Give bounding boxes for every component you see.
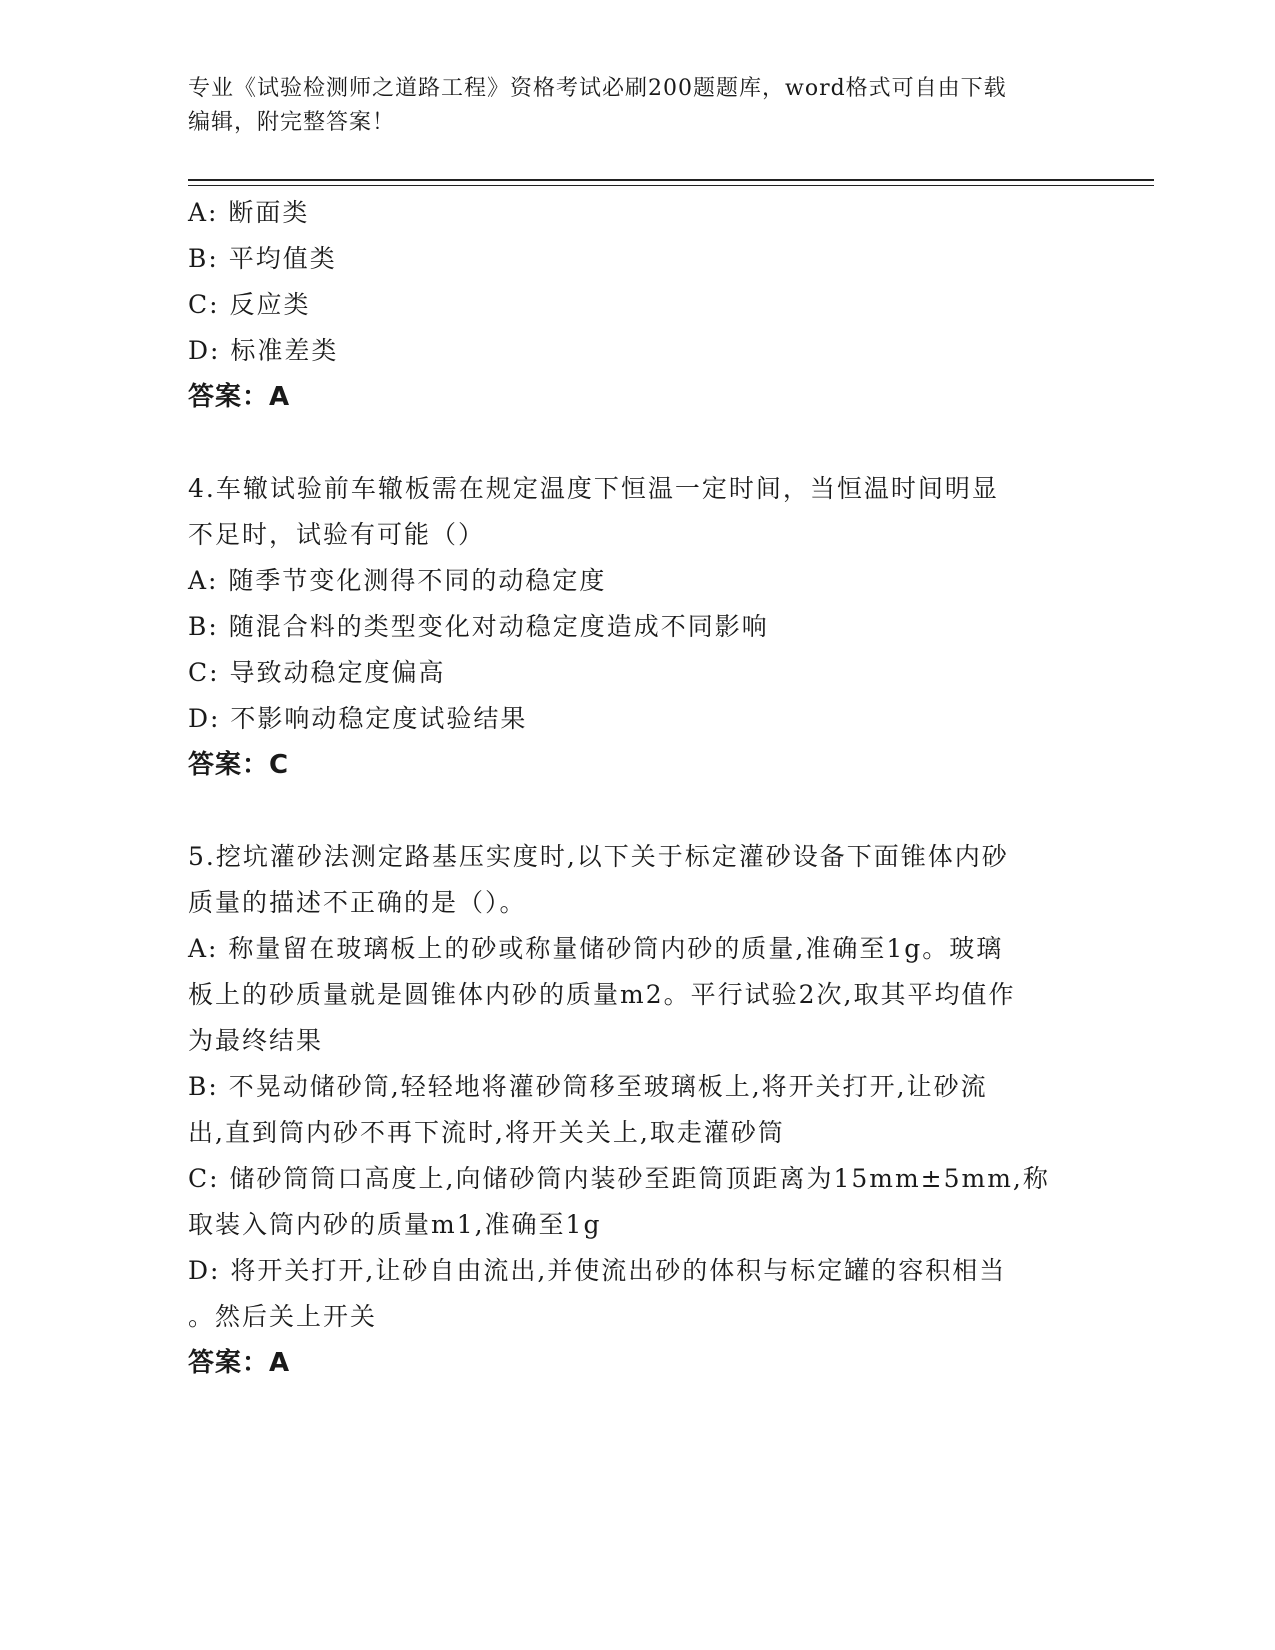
- header-line-1: 专业《试验检测师之道路工程》资格考试必刷200题题库，word格式可自由下载: [188, 76, 1007, 101]
- header-line-2: 编辑，附完整答案！: [188, 110, 396, 135]
- option-c: C: 反应类: [188, 290, 311, 319]
- option-b-line-2: 出,直到筒内砂不再下流时,将开关关上,取走灌砂筒: [188, 1118, 785, 1147]
- spacer: [188, 420, 1088, 466]
- spacer: [188, 788, 1088, 834]
- question-stem-line-2: 不足时，试验有可能（）: [188, 520, 486, 549]
- option-a: A: 随季节变化测得不同的动稳定度: [188, 566, 607, 595]
- question-stem-line-1: 4.车辙试验前车辙板需在规定温度下恒温一定时间，当恒温时间明显: [188, 474, 999, 503]
- option-a-line-3: 为最终结果: [188, 1026, 324, 1055]
- option-a-line-2: 板上的砂质量就是圆锥体内砂的质量m2。平行试验2次,取其平均值作: [188, 980, 1016, 1009]
- option-d: D: 标准差类: [188, 336, 339, 365]
- question-3: [188, 190, 1088, 420]
- header-divider-thin: [188, 185, 1154, 186]
- document-header: [188, 72, 1088, 140]
- answer-label: 答案：C: [188, 750, 290, 780]
- option-c-line-1: C: 储砂筒筒口高度上,向储砂筒内装砂至距筒顶距离为15mm±5mm,称: [188, 1164, 1050, 1193]
- question-list: [188, 190, 1088, 1386]
- option-a-line-1: A: 称量留在玻璃板上的砂或称量储砂筒内砂的质量,准确至1g。玻璃: [188, 934, 1004, 963]
- question-stem-line-2: 质量的描述不正确的是（）。: [188, 888, 527, 917]
- option-c-line-2: 取装入筒内砂的质量m1,准确至1g: [188, 1210, 602, 1239]
- answer-label: 答案：A: [188, 382, 291, 412]
- option-a: A: 断面类: [188, 198, 310, 227]
- option-d-line-1: D: 将开关打开,让砂自由流出,并使流出砂的体积与标定罐的容积相当: [188, 1256, 1007, 1285]
- option-d: D: 不影响动稳定度试验结果: [188, 704, 528, 733]
- option-b: B: 随混合料的类型变化对动稳定度造成不同影响: [188, 612, 769, 641]
- answer-label: 答案：A: [188, 1348, 291, 1378]
- option-b-line-1: B: 不晃动储砂筒,轻轻地将灌砂筒移至玻璃板上,将开关打开,让砂流: [188, 1072, 988, 1101]
- option-b: B: 平均值类: [188, 244, 337, 273]
- option-c: C: 导致动稳定度偏高: [188, 658, 446, 687]
- header-divider-thick: [188, 179, 1154, 181]
- question-stem-line-1: 5.挖坑灌砂法测定路基压实度时,以下关于标定灌砂设备下面锥体内砂: [188, 842, 1009, 871]
- question-4: [188, 466, 1088, 788]
- question-5: [188, 834, 1088, 1386]
- option-d-line-2: 。然后关上开关: [188, 1302, 378, 1331]
